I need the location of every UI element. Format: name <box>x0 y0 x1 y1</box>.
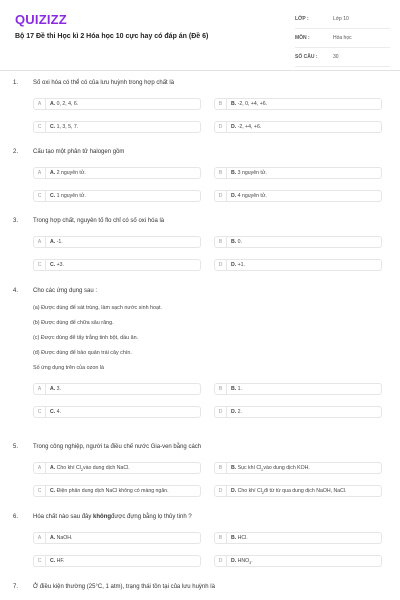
question-text-end: được đựng bằng lọ thủy tinh ? <box>111 514 192 520</box>
option-body: 2. <box>236 409 242 415</box>
option-c[interactable] <box>33 190 201 202</box>
option-body: 3. <box>55 386 61 392</box>
meta-value: Lớp 10 <box>333 16 349 22</box>
option-c[interactable] <box>33 406 201 418</box>
subscript: 2 <box>261 468 264 473</box>
statement-c: (c) Được dùng để tẩy trắng tinh bột, dầu ăn. <box>33 335 139 341</box>
option-text <box>231 260 245 270</box>
question-text: Trong công nghiệp, người ta điều chế nước Gia-ven bằng cách <box>33 444 202 450</box>
option-letter: B <box>215 463 227 473</box>
option-letter: C <box>34 407 46 417</box>
option-body: 1, 3, 5, 7. <box>55 124 79 130</box>
option-letter: A <box>34 384 46 394</box>
option-text <box>231 384 242 394</box>
option-body: -1. <box>55 239 63 245</box>
option-d[interactable] <box>214 259 382 271</box>
option-body: 4. <box>55 409 61 415</box>
subscript: 2 <box>80 468 83 473</box>
option-body: Sục khí Cl <box>236 465 262 471</box>
question-number: 1. <box>13 80 19 86</box>
option-b[interactable] <box>214 236 382 248</box>
option-b[interactable] <box>214 167 382 179</box>
meta-row-class <box>295 10 390 29</box>
option-a[interactable] <box>33 236 201 248</box>
option-text <box>50 556 64 566</box>
option-body: +3. <box>55 262 64 268</box>
option-c[interactable] <box>33 485 201 497</box>
option-body: 0, 2, 4, 6. <box>55 101 79 107</box>
option-body: 2 nguyên tử. <box>55 170 86 176</box>
question-number: 4. <box>13 288 19 294</box>
meta-key: MÔN : <box>295 35 310 41</box>
worksheet-header <box>0 0 400 71</box>
option-letter: A <box>34 99 46 109</box>
meta-value: Hóa học <box>333 35 352 41</box>
option-body-end: vào dung dịch NaCl. <box>82 465 130 471</box>
option-b[interactable] <box>214 532 382 544</box>
option-prefix: D. <box>231 262 237 268</box>
option-text <box>231 533 248 543</box>
option-letter: A <box>34 237 46 247</box>
question-text: Cho các ứng dụng sau : <box>33 288 98 294</box>
option-text <box>50 99 78 109</box>
option-prefix: C. <box>50 409 56 415</box>
meta-row-count <box>295 48 390 67</box>
option-body: 0. <box>236 239 242 245</box>
option-text <box>231 463 310 475</box>
option-text <box>50 191 86 201</box>
quizizz-logo: QUIZIZZ <box>15 12 67 27</box>
option-body: HF. <box>55 558 65 564</box>
option-prefix: C. <box>50 488 56 494</box>
option-letter: C <box>34 556 46 566</box>
option-letter: D <box>215 191 227 201</box>
option-prefix: A. <box>50 386 56 392</box>
option-prefix: C. <box>50 193 56 199</box>
option-prefix: C. <box>50 124 56 130</box>
statement-b: (b) Được dùng để chữa sâu răng. <box>33 320 114 326</box>
option-c[interactable] <box>33 121 201 133</box>
option-text <box>231 556 253 568</box>
option-body: Cho khí Cl <box>236 488 262 494</box>
question-text-start: Hóa chất nào sau đây <box>33 514 94 520</box>
option-letter: B <box>215 99 227 109</box>
statement-a: (a) Được dùng để sát trùng, làm sạch nước sinh hoạt. <box>33 305 163 311</box>
option-d[interactable] <box>214 485 382 497</box>
option-prefix: B. <box>231 535 237 541</box>
option-prefix: D. <box>231 124 237 130</box>
option-letter: D <box>215 122 227 132</box>
option-body-end: đi từ từ qua dung dịch NaOH, NaCl. <box>263 488 347 494</box>
option-text <box>231 486 346 498</box>
option-prefix: C. <box>50 558 56 564</box>
option-body-end: vào dung dịch KOH. <box>263 465 310 471</box>
option-body: HCl. <box>236 535 248 541</box>
option-text <box>50 463 130 475</box>
question-number: 6. <box>13 514 19 520</box>
option-d[interactable] <box>214 555 382 567</box>
option-prefix: A. <box>50 535 56 541</box>
option-d[interactable] <box>214 121 382 133</box>
option-prefix: B. <box>231 386 237 392</box>
option-prefix: B. <box>231 465 237 471</box>
option-prefix: A. <box>50 465 56 471</box>
option-letter: B <box>215 168 227 178</box>
option-prefix: D. <box>231 558 237 564</box>
option-text <box>50 122 78 132</box>
option-body: Cho khí Cl <box>55 465 81 471</box>
meta-row-subject <box>295 29 390 48</box>
option-c[interactable] <box>33 555 201 567</box>
option-letter: C <box>34 260 46 270</box>
option-letter: B <box>215 237 227 247</box>
option-letter: D <box>215 556 227 566</box>
subscript: 3 <box>249 561 252 566</box>
option-text <box>231 99 267 109</box>
option-prefix: A. <box>50 101 56 107</box>
option-prefix: B. <box>231 170 237 176</box>
option-text <box>50 168 86 178</box>
option-a[interactable] <box>33 383 201 395</box>
option-text <box>231 407 242 417</box>
option-b[interactable] <box>214 462 382 474</box>
statement-d: (d) Được dùng để bảo quản trái cây chín. <box>33 350 132 356</box>
worksheet-meta <box>295 10 390 67</box>
option-body: 1 nguyên tử. <box>55 193 86 199</box>
subscript: 2 <box>261 491 264 496</box>
option-body-end: . <box>251 558 253 564</box>
option-b[interactable] <box>214 383 382 395</box>
option-text <box>231 191 267 201</box>
option-letter: C <box>34 486 46 496</box>
option-text <box>50 486 169 496</box>
option-letter: D <box>215 260 227 270</box>
option-text <box>231 168 267 178</box>
question-number: 3. <box>13 218 19 224</box>
question-text: Trong hợp chất, nguyên tố flo chỉ có số oxi hóa là <box>33 218 165 224</box>
meta-key: SỐ CÂU : <box>295 54 318 60</box>
option-prefix: B. <box>231 239 237 245</box>
option-letter: B <box>215 533 227 543</box>
option-letter: A <box>34 533 46 543</box>
option-text <box>50 237 63 247</box>
option-body: -2, 0, +4, +6. <box>236 101 268 107</box>
option-letter: C <box>34 122 46 132</box>
option-letter: D <box>215 486 227 496</box>
question-number: 2. <box>13 149 19 155</box>
meta-value: 30 <box>333 54 339 60</box>
option-text <box>50 533 72 543</box>
question-text: Cấu tạo một phân tử halogen gồm <box>33 149 125 155</box>
option-text <box>50 384 61 394</box>
meta-key: LỚP : <box>295 16 309 22</box>
question-prompt: Số ứng dụng trên của ozon là <box>33 365 105 371</box>
option-d[interactable] <box>214 406 382 418</box>
question-text: Số oxi hóa có thể có của lưu huỳnh trong hợp chất là <box>33 80 175 86</box>
option-d[interactable] <box>214 190 382 202</box>
option-letter: B <box>215 384 227 394</box>
option-body: +1. <box>236 262 245 268</box>
option-text <box>231 237 242 247</box>
option-prefix: D. <box>231 193 237 199</box>
option-body: 3 nguyên tử. <box>236 170 267 176</box>
option-body: 4 nguyên tử. <box>236 193 267 199</box>
option-prefix: D. <box>231 409 237 415</box>
option-c[interactable] <box>33 259 201 271</box>
option-prefix: A. <box>50 170 56 176</box>
question-text <box>33 514 373 521</box>
option-prefix: A. <box>50 239 56 245</box>
option-letter: C <box>34 191 46 201</box>
option-prefix: B. <box>231 101 237 107</box>
option-body: -2, +4, +6. <box>236 124 262 130</box>
option-text <box>50 407 61 417</box>
option-text <box>231 122 261 132</box>
option-b[interactable] <box>214 98 382 110</box>
option-body: NaOH. <box>55 535 73 541</box>
option-text <box>50 260 64 270</box>
option-body: Điện phân dung dịch NaCl không có màng ngăn. <box>55 488 169 494</box>
option-a[interactable] <box>33 167 201 179</box>
question-emphasis: không <box>93 514 112 520</box>
option-a[interactable] <box>33 462 201 474</box>
option-a[interactable] <box>33 532 201 544</box>
question-text: Ở điều kiện thường (25°C, 1 atm), trạng thái tồn tại của lưu huỳnh là <box>33 584 215 590</box>
worksheet-title: Bộ 17 Đề thi Học kì 2 Hóa học 10 cực hay có đáp án (Đề 6) <box>15 33 209 40</box>
option-body: 1. <box>236 386 242 392</box>
question-number: 7. <box>13 584 19 590</box>
option-a[interactable] <box>33 98 201 110</box>
option-letter: A <box>34 463 46 473</box>
option-body: HNO <box>236 558 250 564</box>
option-prefix: C. <box>50 262 56 268</box>
question-number: 5. <box>13 444 19 450</box>
option-letter: D <box>215 407 227 417</box>
option-prefix: D. <box>231 488 237 494</box>
option-letter: A <box>34 168 46 178</box>
